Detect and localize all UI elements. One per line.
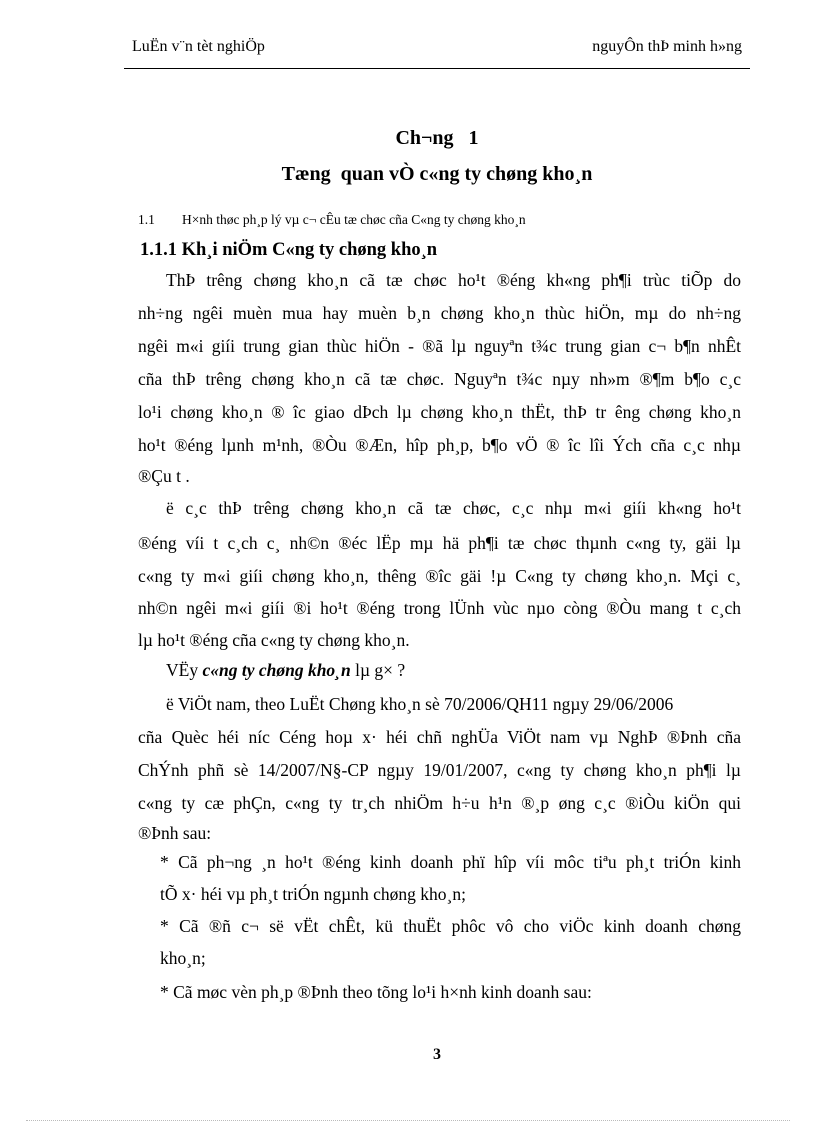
body-line: ®Çu t .: [138, 466, 190, 486]
bullet-line: * Cã ph¬ng ¸n ho¹t ®éng kinh doanh phï hîp víi môc tiªu ph¸t triÓn kinh: [160, 852, 741, 872]
bullet-line: tÕ x· héi vµ ph¸t triÓn ngµnh chøng kho¸n;: [160, 884, 466, 904]
body-line: ®Þnh sau:: [138, 823, 212, 843]
section-heading: [138, 212, 526, 228]
chapter-title: Tæng quan vÒ c«ng ty chøng kho¸n: [281, 163, 593, 185]
bullet-line: kho¸n;: [160, 948, 206, 968]
bullet-line: * Cã møc vèn ph¸p ®Þnh theo tõng lo¹i h×nh kinh doanh sau:: [160, 982, 592, 1002]
section-number: 1.1: [138, 212, 155, 227]
header-rule: [124, 68, 750, 69]
body-line: ®éng víi t c¸ch c¸ nh©n ®éc lËp mµ hä ph¶i tæ chøc thµnh c«ng ty, gäi lµ: [138, 533, 741, 553]
body-line: c«ng ty m«i giíi chøng kho¸n, thêng ®îc gäi !µ C«ng ty chøng kho¸n. Mçi c¸: [138, 566, 741, 586]
section-title: H×nh thøc ph¸p lý vµ c¬ cÊu tæ chøc cña C«ng ty chøng kho¸n: [182, 212, 526, 227]
body-line: ë c¸c thÞ trêng chøng kho¸n cã tæ chøc, c¸c nhµ m«i giíi kh«ng ho¹t: [166, 498, 741, 518]
body-line: ChÝnh phñ sè 14/2007/N§-CP ngµy 19/01/2007, c«ng ty chøng kho¸n ph¶i lµ: [138, 760, 741, 780]
body-line: ë ViÖt nam, theo LuËt Chøng kho¸n sè 70/2006/QH11 ngµy 29/06/2006: [166, 694, 674, 714]
body-line: cña Quèc héi níc Céng hoµ x· héi chñ nghÜa ViÖt nam vµ NghÞ ®Þnh cña: [138, 727, 741, 747]
body-line: ThÞ trêng chøng kho¸n cã tæ chøc ho¹t ®éng kh«ng ph¶i trùc tiÕp do: [166, 270, 741, 290]
question-prefix: VËy: [166, 660, 203, 680]
question-suffix: lµ g× ?: [350, 660, 406, 680]
question-line: [166, 660, 741, 681]
header-right: nguyÔn thÞ minh h»ng: [592, 38, 742, 55]
bullet-line: * Cã ®ñ c¬ së vËt chÊt, kü thuËt phôc vô cho viÖc kinh doanh chøng: [160, 916, 741, 936]
body-line: c«ng ty cæ phÇn, c«ng ty tr¸ch nhiÖm h÷u h¹n ®¸p øng c¸c ®iÒu kiÖn qui: [138, 793, 741, 813]
header-left: LuËn v¨n tèt nghiÖp: [132, 38, 265, 55]
body-line: lµ ho¹t ®éng cña c«ng ty chøng kho¸n.: [138, 630, 410, 650]
body-line: nh©n ngêi m«i giíi ®i ho¹t ®éng trong lÜnh vùc nµo còng ®Òu mang t c¸ch: [138, 598, 741, 618]
page-bottom-rule: [26, 1120, 790, 1121]
body-line: ho¹t ®éng lµnh m¹nh, ®Òu ®Æn, hîp ph¸p, b¶o vÖ ® îc lîi Ých cña c¸c nhµ: [138, 435, 741, 455]
body-line: lo¹i chøng kho¸n ® îc giao dÞch lµ chøng kho¸n thËt, thÞ tr êng chøng kho¸n: [138, 402, 741, 422]
page-number: 3: [433, 1046, 441, 1063]
question-emphasis: c«ng ty chøng kho¸n: [202, 660, 351, 680]
chapter-number: Ch¬ng 1: [395, 127, 479, 149]
body-line: nh÷ng ngêi muèn mua hay muèn b¸n chøng kho¸n thùc hiÖn, mµ do nh÷ng: [138, 303, 741, 323]
body-line: ngêi m«i giíi trung gian thùc hiÖn - ®ã lµ nguyªn t¾c trung gian c¬ b¶n nhÊt: [138, 336, 741, 356]
body-line: cña thÞ trêng chøng kho¸n cã tæ chøc. Nguyªn t¾c nµy nh»m ®¶m b¶o c¸c: [138, 369, 741, 389]
subsection-heading: 1.1.1 Kh¸i niÖm C«ng ty chøng kho¸n: [140, 240, 438, 260]
